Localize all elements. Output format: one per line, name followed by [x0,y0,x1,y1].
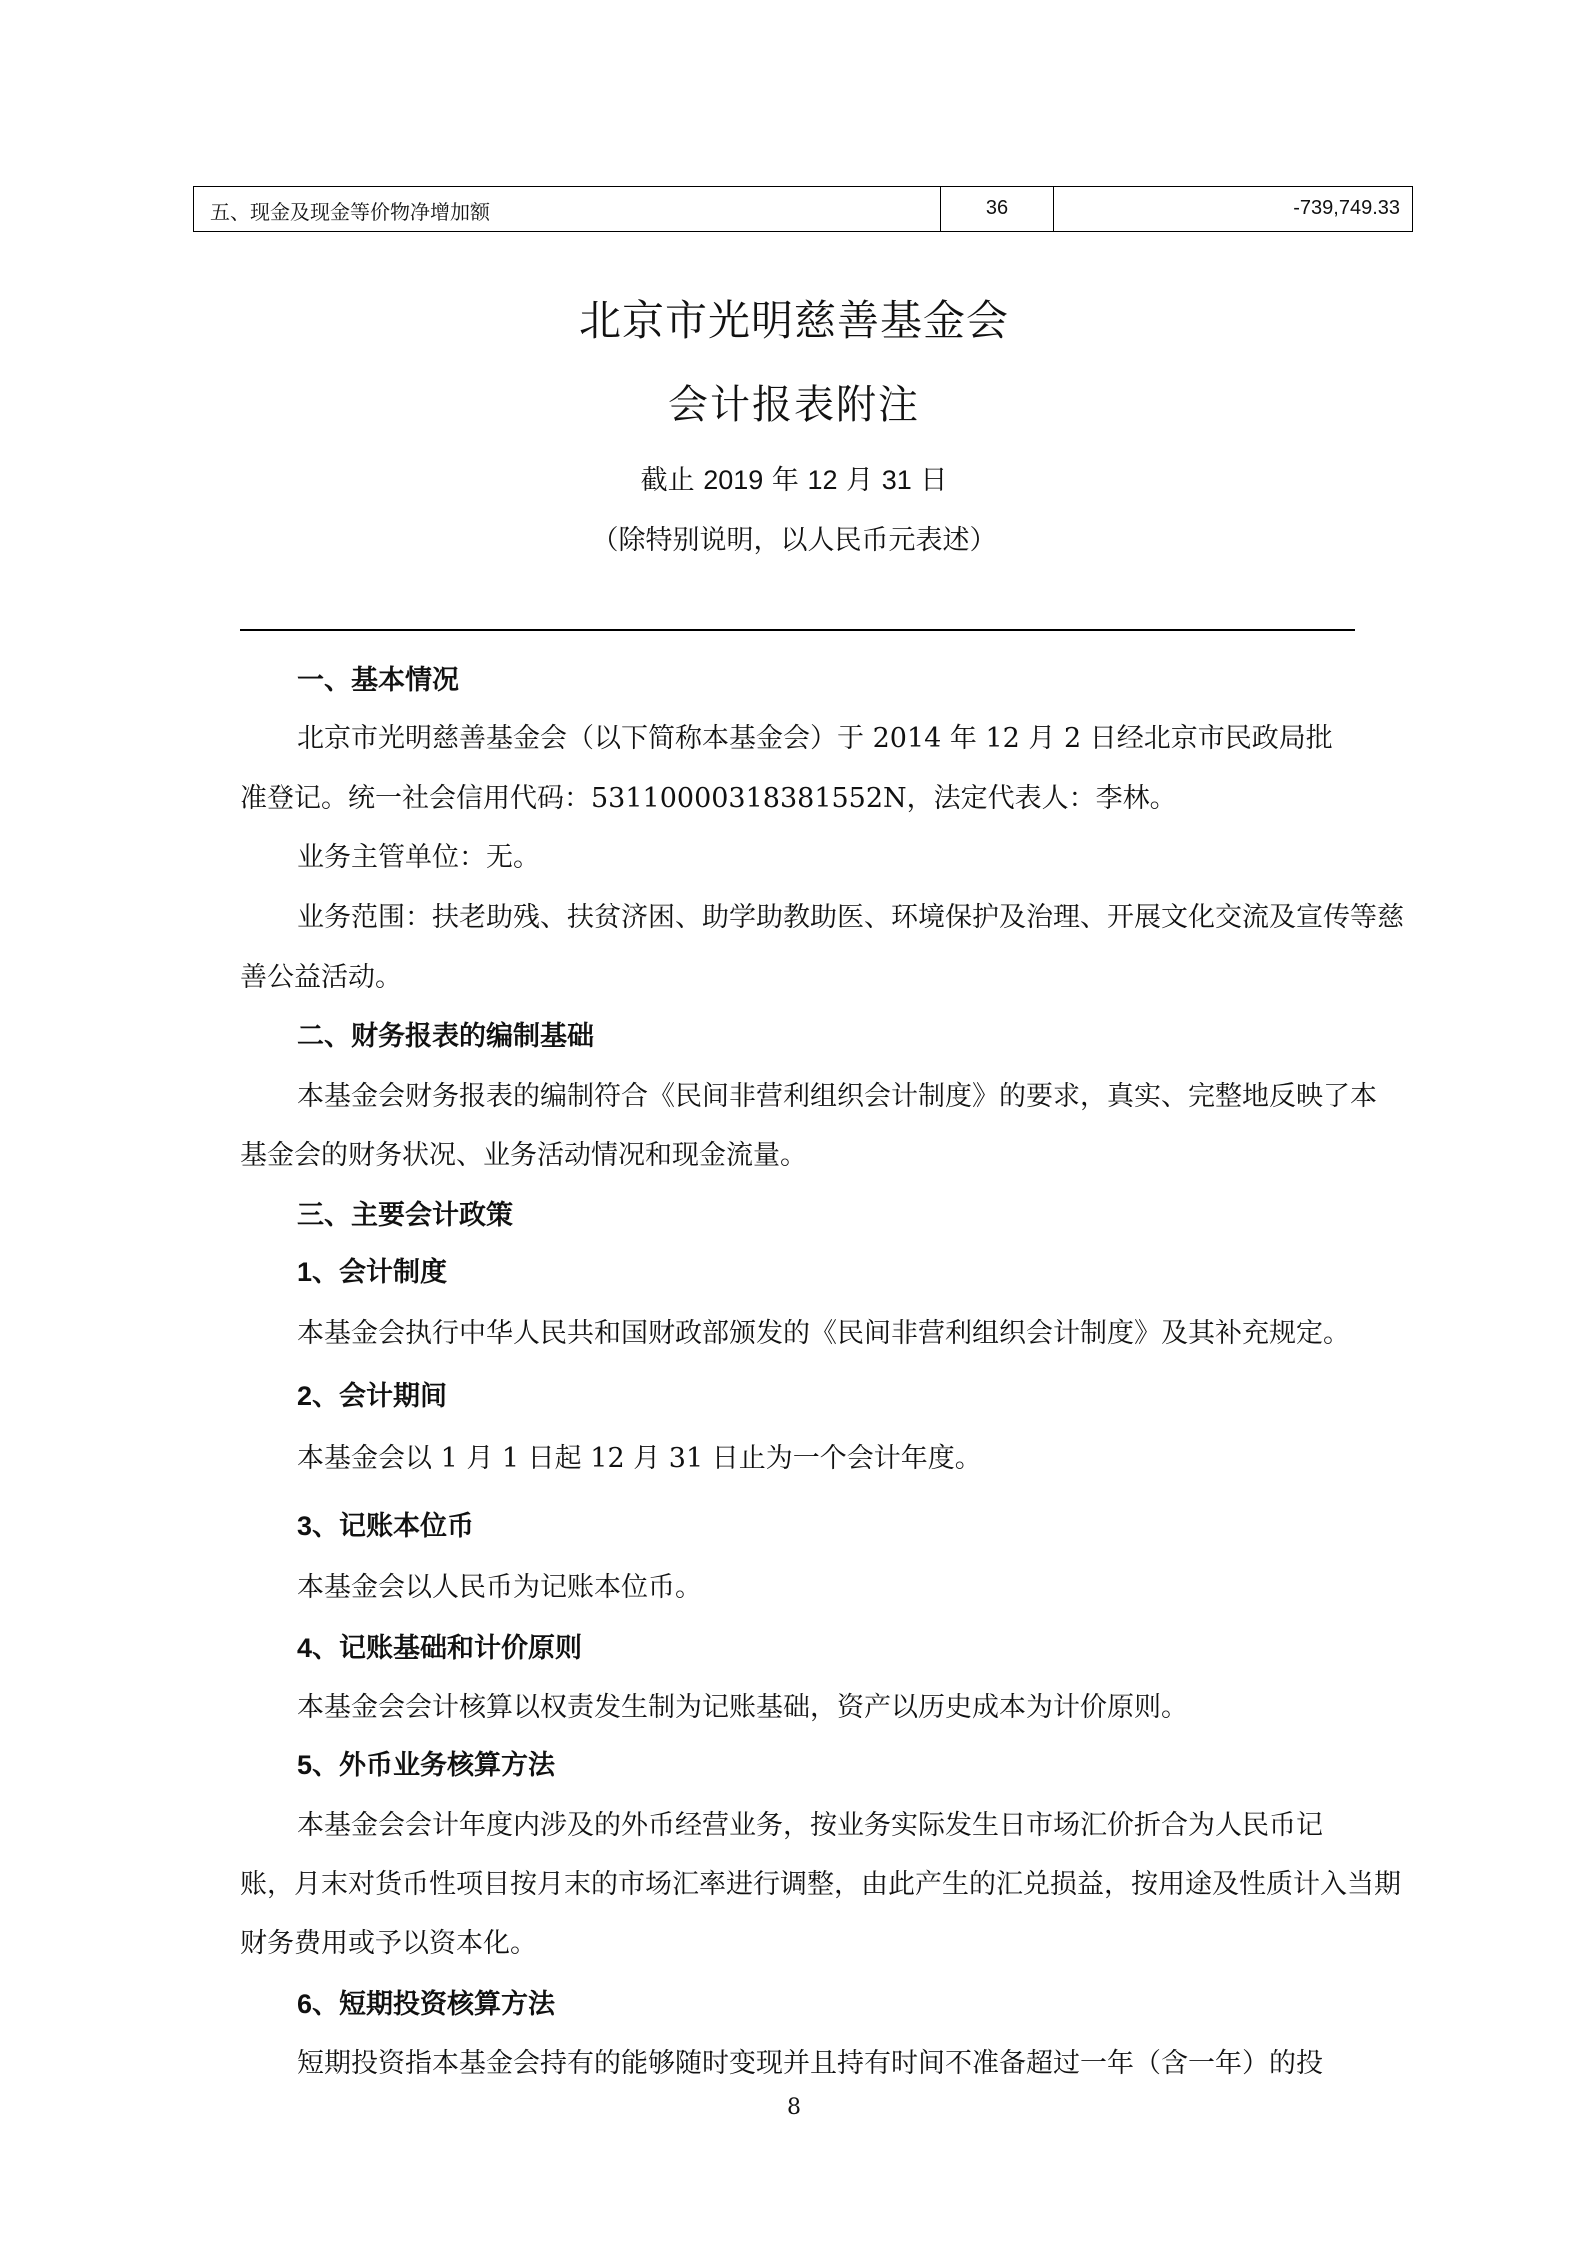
subsection-1-heading [297,1254,447,1291]
s1-paragraph-3-line-2: 善公益活动。 [240,962,402,993]
organization-title: 北京市光明慈善基金会 [578,296,1009,345]
date-month: 12 [807,465,838,495]
subsection-1-number: 1 [297,1257,313,1287]
subsection-2-heading [297,1378,447,1415]
subsection-3-number: 3 [297,1511,313,1541]
section-1-title: 一、基本情况 [297,665,459,696]
date-year: 2019 [703,465,764,495]
currency-note: （除特别说明，以人民币元表述） [591,525,997,556]
table-line-no-cell: 36 [941,187,1054,231]
s1-paragraph-1-line-2: 准登记。统一社会信用代码：53110000318381552N，法定代表人：李林。 [240,783,1177,814]
subsection-5-text-line-2: 账，月末对货币性项目按月末的市场汇率进行调整，由此产生的汇兑损益，按用途及性质计入当期 [240,1869,1401,1900]
table-amount-cell: -739,749.33 [1293,197,1400,219]
subsection-5-number: 5 [297,1750,313,1780]
section-3-title: 三、主要会计政策 [297,1200,513,1231]
section-2-title: 二、财务报表的编制基础 [297,1021,594,1052]
subsection-4-text: 本基金会会计核算以权责发生制为记账基础，资产以历史成本为计价原则。 [297,1692,1188,1723]
date-day: 31 [881,465,912,495]
subsection-5-text-line-3: 财务费用或予以资本化。 [240,1928,537,1959]
subsection-5-heading [297,1747,555,1784]
date-day-unit: 日 [920,465,948,496]
subsection-1-title: 、会计制度 [312,1257,448,1288]
subsection-2-number: 2 [297,1381,313,1411]
subsection-4-number: 4 [297,1633,313,1663]
subsection-2-title: 、会计期间 [312,1381,448,1412]
date-prefix: 截止 [640,465,695,496]
subsection-5-title: 、外币业务核算方法 [312,1750,556,1781]
subsection-4-heading [297,1630,582,1667]
subsection-4-title: 、记账基础和计价原则 [312,1633,583,1664]
cashflow-table-row [193,186,1413,232]
s1-paragraph-3-line-1: 业务范围：扶老助残、扶贫济困、助学助教助医、环境保护及治理、开展文化交流及宣传等慈 [297,902,1404,933]
subsection-5-text-line-1: 本基金会会计年度内涉及的外币经营业务，按业务实际发生日市场汇价折合为人民币记 [297,1810,1323,1841]
subsection-6-number: 6 [297,1989,313,2019]
document-title: 会计报表附注 [668,382,920,428]
s1-paragraph-1-line-1: 北京市光明慈善基金会（以下简称本基金会）于 2014 年 12 月 2 日经北京市民政局批 [297,723,1333,754]
subsection-1-text: 本基金会执行中华人民共和国财政部颁发的《民间非营利组织会计制度》及其补充规定。 [297,1318,1350,1349]
subsection-3-text: 本基金会以人民币为记账本位币。 [297,1572,702,1603]
header-divider [240,629,1355,631]
page-number: 8 [787,2095,801,2120]
s2-paragraph-line-1: 本基金会财务报表的编制符合《民间非营利组织会计制度》的要求，真实、完整地反映了本 [297,1081,1377,1112]
subsection-6-title: 、短期投资核算方法 [312,1989,556,2020]
subsection-3-title: 、记账本位币 [312,1511,475,1542]
subsection-6-text-line-1: 短期投资指本基金会持有的能够随时变现并且持有时间不准备超过一年（含一年）的投 [297,2048,1323,2079]
subsection-2-text: 本基金会以 1 月 1 日起 12 月 31 日止为一个会计年度。 [297,1443,982,1474]
s1-paragraph-2: 业务主管单位：无。 [297,842,540,873]
table-item-cell: 五、现金及现金等价物净增加额 [194,187,941,231]
subsection-6-heading [297,1986,555,2023]
s2-paragraph-line-2: 基金会的财务状况、业务活动情况和现金流量。 [240,1140,807,1171]
date-month-unit: 月 [846,465,874,496]
subsection-3-heading [297,1508,474,1545]
report-date [0,458,1588,497]
date-year-unit: 年 [771,465,799,496]
